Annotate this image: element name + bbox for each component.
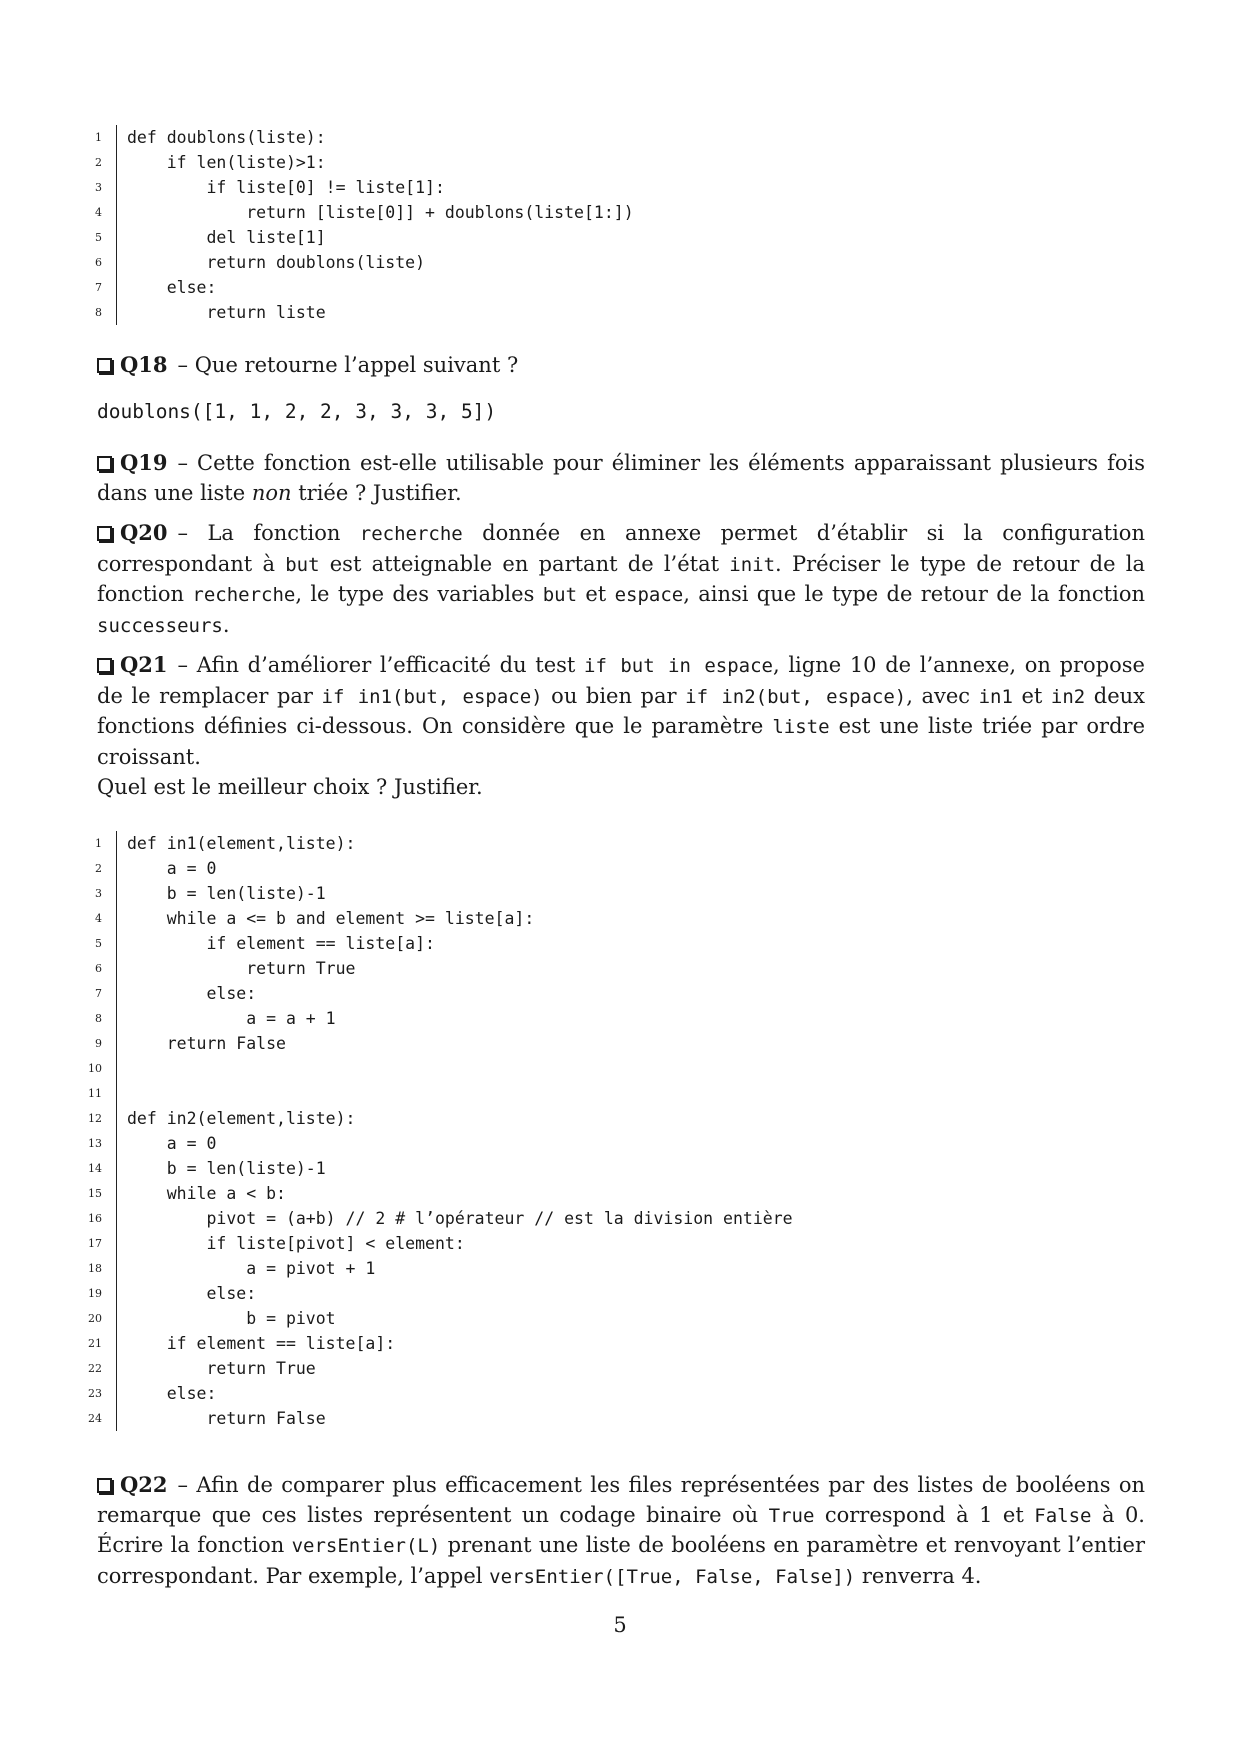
code-text: b = pivot xyxy=(127,1309,336,1328)
line-number: 9 xyxy=(95,1037,102,1050)
line-number: 1 xyxy=(95,131,102,144)
question-text: , ainsi que le type de retour de la fonction xyxy=(683,582,1146,607)
checkbox-icon xyxy=(97,456,112,471)
line-number: 21 xyxy=(88,1337,102,1350)
code-line xyxy=(88,175,1148,200)
line-number: 23 xyxy=(88,1387,102,1400)
code-gutter-rule xyxy=(116,1081,117,1106)
line-number: 7 xyxy=(95,281,102,294)
code-text: b = len(liste)-1 xyxy=(127,1159,326,1178)
code-line xyxy=(88,225,1148,250)
line-number: 14 xyxy=(88,1162,102,1175)
example-call: doublons([1, 1, 2, 2, 3, 3, 3, 5]) xyxy=(97,400,497,423)
code-line xyxy=(88,881,1148,906)
code-inline: liste xyxy=(772,716,830,739)
code-inline: espace xyxy=(614,584,684,607)
code-inline: versEntier(L) xyxy=(291,1535,441,1558)
code-text: else: xyxy=(127,1384,217,1403)
question-q20 xyxy=(97,518,1145,642)
question-text: correspond à 1 et xyxy=(814,1502,1035,1527)
code-line xyxy=(88,1131,1148,1156)
code-line xyxy=(88,125,1148,150)
code-text: while a < b: xyxy=(127,1184,286,1203)
line-number: 8 xyxy=(95,306,102,319)
code-text: else: xyxy=(127,1284,257,1303)
code-text: if element == liste[a]: xyxy=(127,1334,396,1353)
code-line xyxy=(88,1181,1148,1206)
line-number: 4 xyxy=(95,206,102,219)
code-text: b = len(liste)-1 xyxy=(127,884,326,903)
line-number: 15 xyxy=(88,1187,102,1200)
code-line xyxy=(88,1256,1148,1281)
code-line xyxy=(88,1406,1148,1431)
code-text: while a <= b and element >= liste[a]: xyxy=(127,909,535,928)
line-number: 2 xyxy=(95,156,102,169)
code-line xyxy=(88,300,1148,325)
code-inline: versEntier([True, False, False]) xyxy=(489,1566,856,1589)
code-text: def in1(element,liste): xyxy=(127,834,356,853)
code-line xyxy=(88,981,1148,1006)
line-number: 20 xyxy=(88,1312,102,1325)
checkbox-icon xyxy=(97,1478,112,1493)
question-text: . xyxy=(222,613,230,638)
code-text: def doublons(liste): xyxy=(127,128,326,147)
code-line xyxy=(88,1081,1148,1106)
question-q21 xyxy=(97,650,1145,803)
line-number: 16 xyxy=(88,1212,102,1225)
code-inline: in1 xyxy=(978,685,1013,708)
question-number: Q21 xyxy=(120,652,168,677)
line-number: 3 xyxy=(95,887,102,900)
code-text: return doublons(liste) xyxy=(127,253,426,272)
question-text: – Que retourne l’appel suivant ? xyxy=(177,353,519,377)
question-text: , avec xyxy=(906,683,979,708)
code-inline: recherche xyxy=(359,523,463,545)
question-text: à 0. Écrire la fonction xyxy=(97,1502,1145,1558)
line-number: 5 xyxy=(95,937,102,950)
question-text: triée ? Justifier. xyxy=(291,480,462,505)
code-line xyxy=(88,1306,1148,1331)
question-text: – Afin de comparer plus efficacement les files représentées par des listes de booléens on remarque que ces listes représentent un codage binaire où xyxy=(97,1473,1145,1527)
line-number: 6 xyxy=(95,256,102,269)
code-line xyxy=(88,856,1148,881)
code-text: return liste xyxy=(127,303,326,322)
line-number: 7 xyxy=(95,987,102,1000)
line-number: 12 xyxy=(88,1112,102,1125)
question-q22 xyxy=(97,1470,1145,1593)
line-number: 11 xyxy=(88,1087,102,1100)
code-text: a = 0 xyxy=(127,1134,217,1153)
question-text: est une liste triée par ordre croissant. xyxy=(97,714,1146,770)
code-text: return True xyxy=(127,959,356,978)
code-inline: but xyxy=(285,553,320,576)
code-line xyxy=(88,275,1148,300)
code-line xyxy=(88,1056,1148,1081)
code-listing-in1-in2 xyxy=(88,831,1148,1431)
code-line xyxy=(88,931,1148,956)
code-line xyxy=(88,1031,1148,1056)
code-inline: successeurs xyxy=(97,615,223,638)
code-line xyxy=(88,1281,1148,1306)
code-line xyxy=(88,1156,1148,1181)
line-number: 6 xyxy=(95,962,102,975)
question-text: renverra 4. xyxy=(855,1564,982,1589)
question-text: – La fonction xyxy=(177,521,360,545)
line-number: 10 xyxy=(88,1062,102,1075)
emphasis-text: non xyxy=(251,480,292,505)
code-inline: in2 xyxy=(1050,685,1086,708)
checkbox-icon xyxy=(97,658,112,673)
code-inline: if but in espace xyxy=(584,655,773,677)
code-line xyxy=(88,831,1148,856)
question-text: deux fonctions définies ci-dessous. On considère que le paramètre xyxy=(97,683,1146,739)
code-line xyxy=(88,1381,1148,1406)
question-number: Q18 xyxy=(120,352,168,377)
code-line xyxy=(88,1006,1148,1031)
code-line xyxy=(88,150,1148,175)
code-text: if element == liste[a]: xyxy=(127,934,435,953)
code-gutter-rule xyxy=(116,1056,117,1081)
code-line xyxy=(88,1106,1148,1131)
line-number: 3 xyxy=(95,181,102,194)
code-line xyxy=(88,956,1148,981)
code-inline: init xyxy=(729,553,776,576)
question-text: ou bien par xyxy=(542,683,686,708)
line-number: 13 xyxy=(88,1137,102,1150)
question-text: donnée en annexe permet d’établir si la configuration correspondant à xyxy=(97,521,1145,576)
question-q18 xyxy=(97,350,1145,381)
line-number: 4 xyxy=(95,912,102,925)
code-text: def in2(element,liste): xyxy=(127,1109,356,1128)
line-number: 18 xyxy=(88,1262,102,1275)
code-line xyxy=(88,1331,1148,1356)
question-number: Q19 xyxy=(120,450,168,475)
question-q19 xyxy=(97,448,1145,508)
code-line xyxy=(88,1231,1148,1256)
code-text: a = a + 1 xyxy=(127,1009,336,1028)
code-line xyxy=(88,200,1148,225)
code-text: if len(liste)>1: xyxy=(127,153,326,172)
code-text: pivot = (a+b) // 2 # l’opérateur // est la division entière xyxy=(127,1209,793,1228)
code-line xyxy=(88,250,1148,275)
code-text: return True xyxy=(127,1359,316,1378)
code-line xyxy=(88,1356,1148,1381)
code-inline: but xyxy=(542,584,578,607)
code-inline: if in1(but, espace) xyxy=(321,685,543,708)
code-text: a = 0 xyxy=(127,859,217,878)
question-text: – Cette fonction est-elle utilisable pour éliminer les éléments apparaissant plusieurs fois dans une liste xyxy=(97,451,1145,505)
question-text: est atteignable en partant de l’état xyxy=(319,551,730,576)
checkbox-icon xyxy=(97,526,112,541)
code-text: if liste[0] != liste[1]: xyxy=(127,178,445,197)
line-number: 8 xyxy=(95,1012,102,1025)
code-inline: False xyxy=(1034,1504,1092,1527)
checkbox-icon xyxy=(97,358,112,373)
line-number: 22 xyxy=(88,1362,102,1375)
line-number: 2 xyxy=(95,862,102,875)
code-text: else: xyxy=(127,984,257,1003)
page-number: 5 xyxy=(613,1613,627,1637)
question-number: Q22 xyxy=(120,1472,168,1497)
question-text: prenant une liste de booléens en paramètre et renvoyant l’entier correspondant. Par exemple, l’appel xyxy=(97,1533,1145,1589)
code-inline: recherche xyxy=(192,584,296,607)
line-number: 1 xyxy=(95,837,102,850)
code-text: else: xyxy=(127,278,217,297)
question-text: , le type des variables xyxy=(295,582,543,607)
line-number: 24 xyxy=(88,1412,102,1425)
code-listing-doublons xyxy=(88,125,1148,325)
line-number: 19 xyxy=(88,1287,102,1300)
code-line xyxy=(88,906,1148,931)
code-text: a = pivot + 1 xyxy=(127,1259,376,1278)
code-line xyxy=(88,1206,1148,1231)
question-number: Q20 xyxy=(120,520,168,545)
question-text: Quel est le meilleur choix ? Justifier. xyxy=(97,774,483,799)
code-text: if liste[pivot] < element: xyxy=(127,1234,465,1253)
question-text: et xyxy=(577,582,615,607)
question-text: – Afin d’améliorer l’efficacité du test xyxy=(177,653,585,677)
code-text: return [liste[0]] + doublons(liste[1:]) xyxy=(127,203,634,222)
question-text: et xyxy=(1012,683,1051,708)
code-text: return False xyxy=(127,1034,286,1053)
question-text: . Préciser le type de retour de la fonction xyxy=(97,551,1145,607)
code-inline: if in2(but, espace) xyxy=(685,685,907,708)
code-text: return False xyxy=(127,1409,326,1428)
code-text: del liste[1] xyxy=(127,228,326,247)
line-number: 5 xyxy=(95,231,102,244)
code-inline: True xyxy=(768,1504,815,1527)
line-number: 17 xyxy=(88,1237,102,1250)
question-text: , ligne 10 de l’annexe, on propose de le remplacer par xyxy=(97,653,1145,708)
